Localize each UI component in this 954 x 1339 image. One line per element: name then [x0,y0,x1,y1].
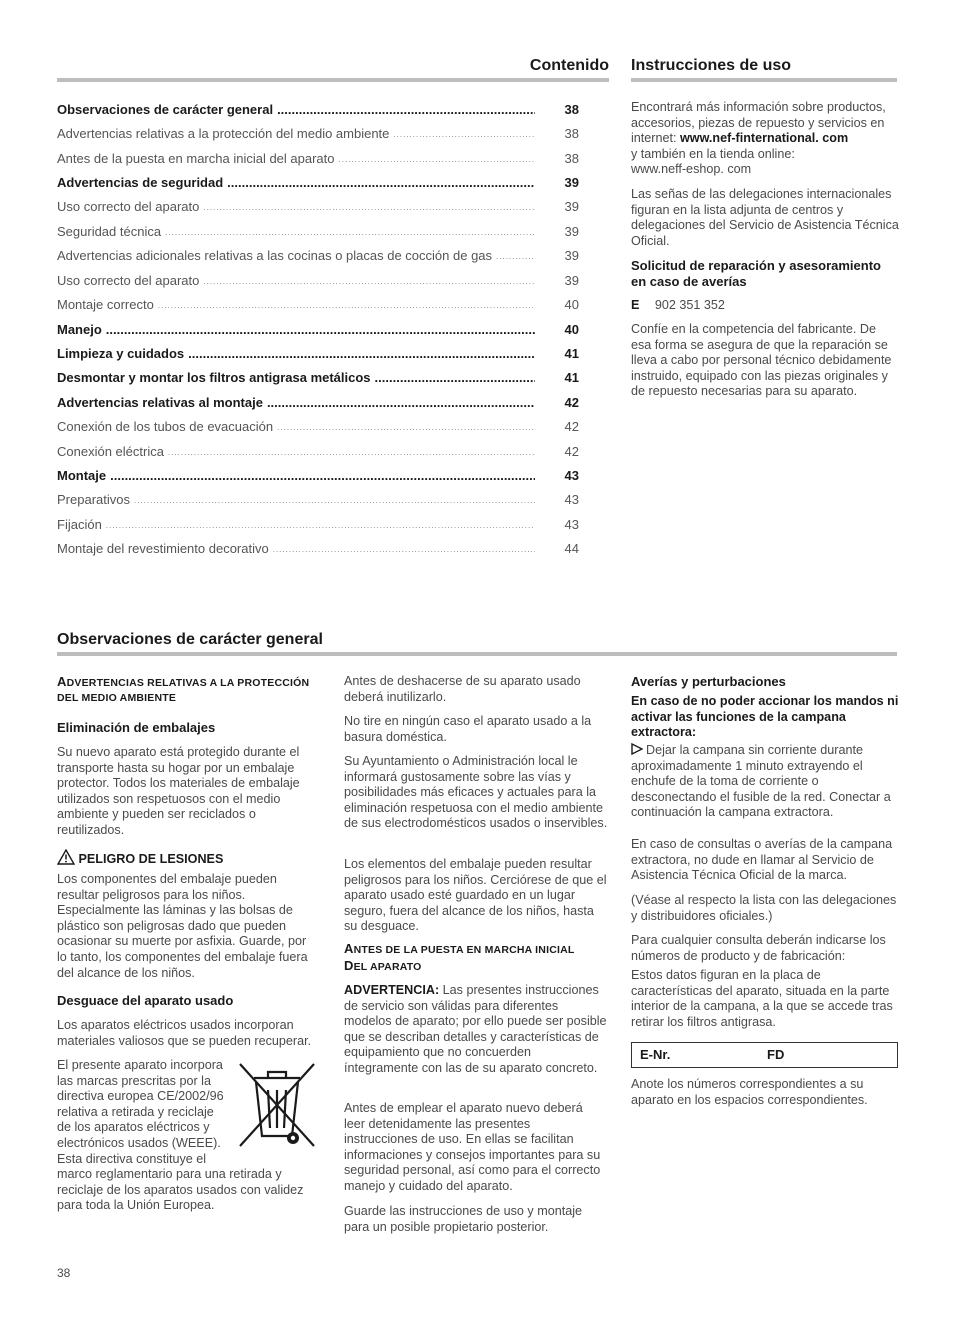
phone-number: 902 351 352 [654,298,725,312]
toc-title: Uso correcto del aparato [57,273,200,289]
website-link[interactable]: www.nef-finternational. com [680,131,849,146]
toc-row[interactable] [57,490,579,508]
toc-leader-dots [158,302,535,310]
toc-page-number: 43 [564,468,579,484]
toc-row[interactable] [57,295,579,313]
info-text-shop: y también en la tienda online: [631,146,795,161]
toc-leader-dots [134,497,535,505]
toc-row[interactable] [57,442,579,460]
disposal-subheading: Desguace del aparato usado [57,993,234,1008]
municipality-paragraph: Su Ayuntamiento o Administración local le informará gustosamente sobre las vías y posibilidades más eficaces y actuales para la eliminación respetuosa con el medio ambiente de sus electrodomésticos usados o inservibles. [344,754,608,831]
toc-leader-dots [188,347,535,360]
controls-fault-subheading: En caso de no poder accionar los mandos ni activar las funciones de la campana extractora: [631,694,899,740]
keep-instructions-paragraph: Guarde las instrucciones de uso y montaje para un posible propietario posterior. [344,1204,583,1234]
toc-leader-dots [277,103,535,116]
rating-plate-paragraph: Estos datos figuran en la placa de características del aparato, situada en la parte interior de la campana, a la que se accede tras retirar los filtros antigrasa. [631,968,893,1029]
toc-row[interactable] [57,246,579,264]
fd-label: FD [767,1047,785,1062]
toc-page-number: 39 [564,175,579,191]
toc-leader-dots [203,278,535,286]
toc-row[interactable] [57,197,579,215]
toc-title: Manejo [57,322,102,338]
faults-subheading: Averías y perturbaciones [631,674,786,689]
household-paragraph: No tire en ningún caso el aparato usado a la basura doméstica. [344,714,592,744]
toc-title: Advertencias relativas al montaje [57,395,263,411]
toc-leader-dots [496,253,535,261]
toc-row[interactable] [57,271,579,289]
reset-text: Dejar la campana sin corriente durante aproximadamente 1 minuto extrayendo el enchufe de la toma de corriente o desconectando el fusible de la red. Conectar a continuación la campana extractora. [631,743,891,820]
info-text: Encontrará más información sobre productos, accesorios, piezas de repuesto y servicios en internet: [631,100,886,146]
disable-paragraph: Antes de deshacerse de su aparato usado deberá inutilizarlo. [344,674,581,704]
toc-row[interactable] [57,417,579,435]
toc-page-number: 43 [564,492,579,508]
toc-leader-dots [393,131,535,139]
toc-page-number: 40 [564,322,579,338]
enr-label: E-Nr. [640,1047,671,1062]
toc-title: Conexión de los tubos de evacuación [57,419,274,435]
delegations-paragraph: Las señas de las delegaciones internacionales figuran en la lista adjunta de centros y delegaciones del Servicio de Asistencia Técnica Oficial. [631,187,899,248]
toc-page-number: 39 [564,199,579,215]
toc-heading: Contenido [529,57,609,74]
toc-page-number: 38 [564,151,579,167]
toc-leader-dots [267,396,535,409]
warning-paragraph [344,983,608,1077]
toc-heading-rule [57,78,609,82]
instructions-heading-rule [631,78,897,82]
warning-triangle-icon [57,849,75,865]
packaging-paragraph: Su nuevo aparato está protegido durante el transporte hasta su hogar por un embalaje protector. Todos los materiales de embalaje utilizados son respetuosos con el medio ambiente y pueden ser reciclados o reutilizados. [57,745,300,837]
toc-title: Conexión eléctrica [57,444,164,460]
info-paragraph [631,100,901,178]
toc-page-number: 44 [564,541,579,557]
disposal-paragraph: Los aparatos eléctricos usados incorporan materiales valiosos que se pueden recuperar. [57,1018,312,1048]
toc-row[interactable] [57,124,579,142]
manufacturer-paragraph: Confíe en la competencia del fabricante. De esa forma se asegura de que la reparación se lleva a cabo por personal técnico debidamente instruido, equipado con las piezas originales y de repuesto necesarias para su aparato. [631,322,892,399]
page-number: 38 [57,1266,71,1280]
before-startup-heading: ANTES DE LA PUESTA EN MARCHA INICIAL DEL APARATO [344,941,575,973]
toc-title: Uso correcto del aparato [57,199,200,215]
toc-title: Preparativos [57,492,130,508]
toc-title: Montaje correcto [57,297,154,313]
enr-fd-box [631,1042,898,1068]
note-numbers-paragraph: Anote los números correspondientes a su aparato en los espacios correspondientes. [631,1077,868,1107]
injury-paragraph: Los componentes del embalaje pueden resultar peligrosos para los niños. Especialmente las láminas y las bolsas de plástico son peligrosas dado que pueden ocasionar su muerte por asfixia. Guarde, por lo tanto, los componentes del embalaje fuera del alcance de los niños. [57,872,308,980]
toc-page-number: 40 [564,297,579,313]
toc-leader-dots [168,449,535,457]
toc-title: Montaje del revestimiento decorativo [57,541,269,557]
toc-title: Desmontar y montar los filtros antigrasa metálicos [57,370,371,386]
arrow-right-icon [631,743,643,755]
toc-row[interactable] [57,515,579,533]
toc-leader-dots [165,229,535,237]
toc-row[interactable] [57,320,579,338]
toc-page-number: 38 [564,126,579,142]
toc-page-number: 41 [564,370,579,386]
shop-link[interactable]: www.neff-eshop. com [631,162,752,177]
toc-row[interactable] [57,100,579,118]
toc-row[interactable] [57,149,579,167]
toc-title: Montaje [57,468,107,484]
toc-leader-dots [110,469,535,482]
toc-leader-dots [273,546,535,554]
toc-row[interactable] [57,466,579,484]
toc-row[interactable] [57,344,579,362]
toc-page-number: 42 [564,419,579,435]
toc-page-number: 42 [564,444,579,460]
toc-leader-dots [277,424,535,432]
toc-title: Advertencias adicionales relativas a las cocinas o placas de cocción de gas [57,248,493,264]
toc-title: Seguridad técnica [57,224,162,240]
toc-title: Limpieza y cuidados [57,346,185,362]
toc-row[interactable] [57,393,579,411]
toc-page-number: 39 [564,248,579,264]
toc-page-number: 43 [564,517,579,533]
toc-title: Observaciones de carácter general [57,102,274,118]
toc-title: Fijación [57,517,102,533]
weee-paragraph-continued: marco reglamentario para una retirada y reciclaje de los aparatos usados con validez para toda la Unión Europea. [57,1167,304,1213]
injury-warning-label: PELIGRO DE LESIONES [78,852,224,866]
toc-title: Antes de la puesta en marcha inicial del aparato [57,151,335,167]
reset-paragraph [631,743,893,821]
repair-subheading: Solicitud de reparación y asesoramiento en caso de averías [631,258,881,289]
phone-icon: E [631,298,640,312]
children-paragraph: Los elementos del embalaje pueden resultar peligrosos para los niños. Cerciórese de que el aparato usado esté guardado en un lugar seguro, fuera del alcance de los niños, hasta su desguace. [344,857,607,934]
packaging-subheading: Eliminación de embalajes [57,720,216,735]
toc-leader-dots [339,156,535,164]
toc-page-number: 39 [564,224,579,240]
toc-title: Advertencias relativas a la protección del medio ambiente [57,126,390,142]
section-title: Observaciones de carácter general [57,631,323,648]
warning-text: Las presentes instrucciones de servicio son válidas para diferentes modelos de aparato; por ello puede ser posible que se describan detalles y características de equipamiento que no concuerden íntegramente con las de su aparato concreto. [344,983,607,1075]
toc-row[interactable] [57,539,579,557]
injury-warning [57,849,223,868]
toc-leader-dots [375,371,535,384]
product-numbers-paragraph: Para cualquier consulta deberán indicarse los números de producto y de fabricación: [631,933,886,963]
toc-row[interactable] [57,173,579,191]
toc-title: Advertencias de seguridad [57,175,224,191]
read-instructions-paragraph: Antes de emplear el aparato nuevo deberá leer detenidamente las presentes instrucciones de uso. En ellas se facilitan informaciones y consejos importantes para su seguridad personal, así como para el correcto manejo y cuidado del aparato. [344,1101,601,1193]
toc-leader-dots [106,522,535,530]
toc-row[interactable] [57,222,579,240]
toc-leader-dots [227,176,535,189]
toc-page-number: 39 [564,273,579,289]
service-paragraph: En caso de consultas o averías de la campana extractora, no dude en llamar al Servicio de Asistencia Técnica Oficial de la marca. [631,837,893,883]
section-title-rule [57,652,897,656]
toc-page-number: 42 [564,395,579,411]
warning-label: ADVERTENCIA: [344,983,440,997]
see-list-paragraph: (Véase al respecto la lista con las delegaciones y distribuidores oficiales.) [631,893,897,923]
toc-row[interactable] [57,368,579,386]
instructions-heading: Instrucciones de uso [631,57,792,74]
environment-heading: ADVERTENCIAS RELATIVAS A LA PROTECCIÓN DEL MEDIO AMBIENTE [57,674,310,704]
toc-page-number: 41 [564,346,579,362]
toc-page-number: 38 [564,102,579,118]
phone-line [631,298,725,314]
toc-leader-dots [106,323,535,336]
toc-leader-dots [203,204,535,212]
weee-crossed-bin-icon [236,1062,318,1152]
weee-paragraph: El presente aparato incorpora las marcas prescritas por la directiva europea CE/2002/96 relativa a retirada y reciclaje de los aparatos eléctricos y electrónicos usados (WEEE). Esta directiva constituye el [57,1058,224,1166]
